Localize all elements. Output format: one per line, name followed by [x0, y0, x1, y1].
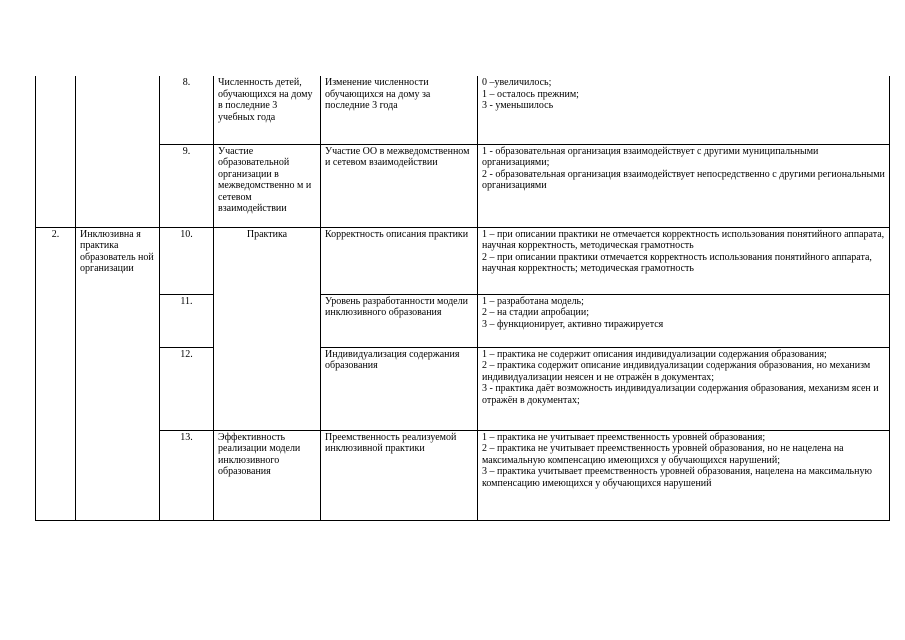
row-number: 12. — [160, 347, 214, 430]
group-label-cell: Практика — [214, 227, 321, 430]
scale-line: 2 – практика содержит описание индивидуализации содержания образования, но механизм индивидуализации неясен и не отражён в документах; — [482, 360, 871, 383]
table-row — [36, 227, 890, 294]
row-number: 9. — [160, 144, 214, 227]
scale-cell — [478, 430, 890, 520]
scale-line: 1 – разработана модель; — [482, 295, 584, 307]
criteria-table — [35, 76, 890, 521]
row-number: 13. — [160, 430, 214, 520]
table-row — [36, 294, 890, 347]
scale-line: 0 –увеличилось; — [482, 77, 552, 88]
criterion-cell: Численность детей, обучающихся на дому в последние 3 учебных года — [214, 76, 321, 144]
scale-line: 1 – при описании практики не отмечается корректность использования понятийного аппарата, научная корректность, методическая грамотность — [482, 228, 885, 251]
scale-line: 2 – практика не учитывает преемственность уровней образования, но не нацелена на максимальную компенсацию имеющихся у обучающихся нарушений; — [482, 443, 844, 466]
scale-line: 3 - уменьшилось — [482, 100, 554, 111]
scale-line: 3 – практика учитывает преемственность уровней образования, нацелена на максимальную компенсацию имеющихся у обучающихся нарушений — [482, 466, 872, 489]
criterion-cell: Эффективность реализации модели инклюзивного образования — [214, 430, 321, 520]
scale-line: 2 – при описании практики отмечается корректность использования понятийного аппарата, научная корректность; методическая грамотность — [482, 251, 872, 274]
scale-line: 1 – практика не учитывает преемственность уровней образования; — [482, 431, 766, 443]
scale-line: 2 – на стадии апробации; — [482, 307, 589, 318]
table-row — [36, 76, 890, 144]
scale-line: 3 – функционирует, активно тиражируется — [482, 318, 664, 330]
scale-cell — [478, 294, 890, 347]
scale-cell — [478, 144, 890, 227]
table-row — [36, 347, 890, 430]
scale-line: 1 - образовательная организация взаимодействует с другими муниципальными организациями; — [482, 145, 819, 168]
scale-line: 3 - практика даёт возможность индивидуализации содержания образования, механизм ясен и отражён в документах; — [482, 383, 879, 406]
indicator-cell: Преемственность реализуемой инклюзивной практики — [321, 430, 478, 520]
row-number: 10. — [160, 227, 214, 294]
table-row — [36, 430, 890, 520]
scale-cell — [478, 227, 890, 294]
indicator-cell: Уровень разработанности модели инклюзивного образования — [321, 294, 478, 347]
scale-line: 2 - образовательная организация взаимодействует непосредственно с другими региональными организациями — [482, 168, 885, 191]
scale-cell — [478, 76, 890, 144]
indicator-cell: Корректность описания практики — [321, 227, 478, 294]
scale-line: 1 – практика не содержит описания индивидуализации содержания образования; — [482, 348, 827, 360]
section-title-cell: Инклюзивна я практика образователь ной организации — [76, 227, 160, 520]
row-number: 8. — [160, 76, 214, 144]
scale-line: 1 – осталось прежним; — [482, 88, 579, 100]
row-number: 11. — [160, 294, 214, 347]
indicator-cell: Участие ОО в межведомственном и сетевом взаимодействии — [321, 144, 478, 227]
section-1-num-cell — [36, 76, 76, 227]
scale-cell — [478, 347, 890, 430]
table-row — [36, 144, 890, 227]
indicator-cell: Индивидуализация содержания образования — [321, 347, 478, 430]
section-num-cell: 2. — [36, 227, 76, 520]
criterion-cell: Участие образовательной организации в межведомственно м и сетевом взаимодействии — [214, 144, 321, 227]
section-1-title-cell — [76, 76, 160, 227]
indicator-cell: Изменение численности обучающихся на дому за последние 3 года — [321, 76, 478, 144]
